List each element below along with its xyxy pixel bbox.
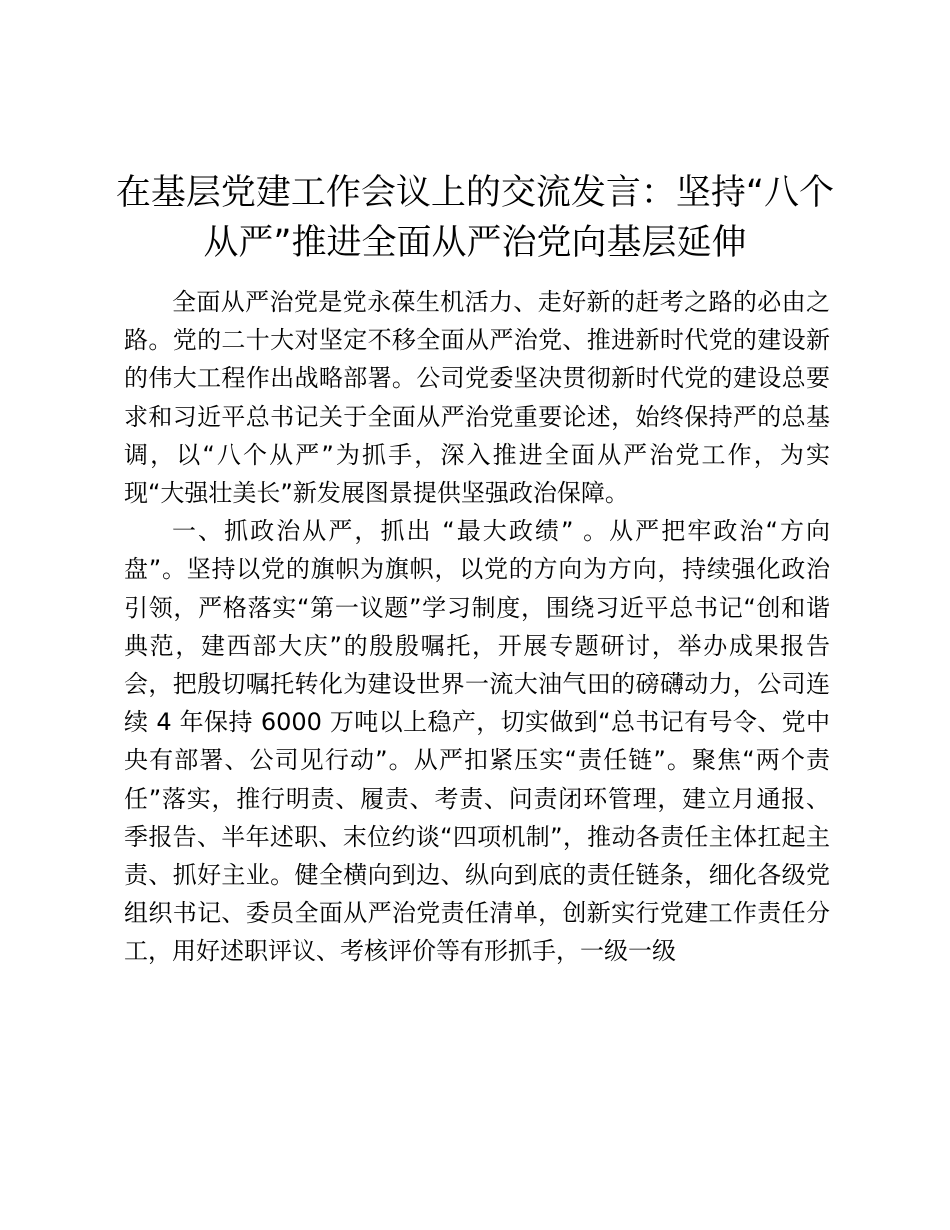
document-title xyxy=(110,168,840,268)
title-line-2: 从严”推进全面从严治党向基层延伸 xyxy=(203,223,747,263)
title-line-1: 在基层党建工作会议上的交流发言：坚持“八个 xyxy=(115,173,835,213)
paragraph-section-1: 一、抓政治从严，抓出 “最大政绩” 。从严把牢政治“方向盘”。坚持以党的旗帜为旗帜，以党的方向为方向，持续强化政治引领，严格落实“第一议题”学习制度，围绕习近平总书记“创和谐典范，建西部大庆”的殷殷嘱托，开展专题研讨，举办成果报告会，把殷切嘱托转化为建设世界一流大油气田的磅礴动力，公司连续 4 年保持 6000 万吨以上稳产，切实做到“总书记有号令、党中央有部署、公司见行动”。从严扣紧压实“责任链”。聚焦“两个责任”落实，推行明责、履责、考责、问责闭环管理，建立月通报、季报告、半年述职、末位约谈“四项机制”，推动各责任主体扛起主责、抓好主业。健全横向到边、纵向到底的责任链条，细化各级党组织书记、委员全面从严治党责任清单，创新实行党建工作责任分工，用好述职评议、考核评价等有形抓手，一级一级 xyxy=(124,517,830,966)
paragraph-intro: 全面从严治党是党永葆生机活力、走好新的赶考之路的必由之路。党的二十大对坚定不移全面从严治党、推进新时代党的建设新的伟大工程作出战略部署。公司党委坚决贯彻新时代党的建设总要求和习近平总书记关于全面从严治党重要论述，始终保持严的总基调，以“八个从严”为抓手，深入推进全面从严治党工作，为实现“大强壮美长”新发展图景提供坚强政治保障。 xyxy=(124,288,830,508)
document-body xyxy=(124,283,830,971)
